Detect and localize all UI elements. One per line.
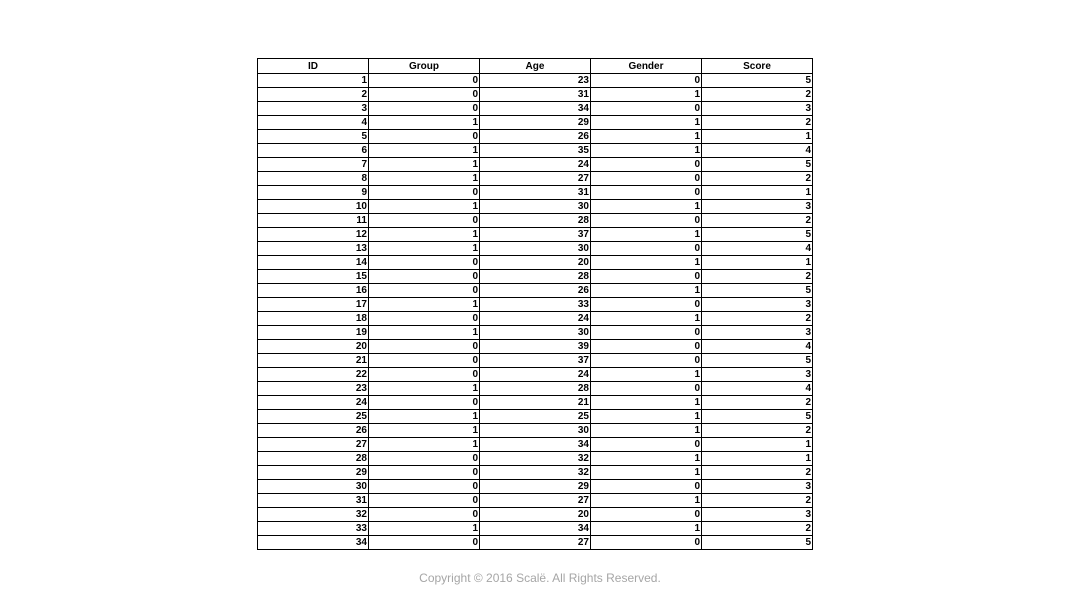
table-cell-age: 34 [480, 438, 591, 452]
table-row [258, 508, 813, 522]
table-cell-id: 30 [258, 480, 369, 494]
table-row [258, 326, 813, 340]
table-cell-id: 18 [258, 312, 369, 326]
table-cell-gender: 1 [591, 396, 702, 410]
table-cell-gender: 0 [591, 480, 702, 494]
table-row [258, 368, 813, 382]
table-cell-gender: 1 [591, 522, 702, 536]
table-cell-score: 2 [702, 396, 813, 410]
table-cell-id: 7 [258, 158, 369, 172]
table-row [258, 270, 813, 284]
table-row [258, 172, 813, 186]
table-cell-score: 5 [702, 410, 813, 424]
table-cell-group: 0 [369, 368, 480, 382]
table-cell-id: 23 [258, 382, 369, 396]
header-row [258, 59, 813, 74]
table-row [258, 340, 813, 354]
table-cell-id: 25 [258, 410, 369, 424]
table-row [258, 452, 813, 466]
table-body [258, 74, 813, 550]
table-cell-id: 4 [258, 116, 369, 130]
table-cell-age: 24 [480, 312, 591, 326]
table-cell-gender: 0 [591, 340, 702, 354]
column-header-score: Score [702, 59, 813, 74]
column-header-gender: Gender [591, 59, 702, 74]
table-row [258, 144, 813, 158]
table-cell-age: 35 [480, 144, 591, 158]
table-cell-id: 9 [258, 186, 369, 200]
table-cell-score: 3 [702, 368, 813, 382]
table-cell-age: 28 [480, 214, 591, 228]
table-cell-gender: 1 [591, 466, 702, 480]
table-cell-age: 29 [480, 116, 591, 130]
table-cell-score: 4 [702, 144, 813, 158]
table-cell-age: 20 [480, 508, 591, 522]
table-cell-score: 1 [702, 438, 813, 452]
table-cell-id: 31 [258, 494, 369, 508]
table-cell-score: 3 [702, 326, 813, 340]
table-row [258, 228, 813, 242]
table-cell-gender: 1 [591, 424, 702, 438]
table-cell-id: 2 [258, 88, 369, 102]
table-cell-gender: 0 [591, 186, 702, 200]
data-table [257, 58, 813, 550]
table-cell-id: 8 [258, 172, 369, 186]
table-cell-gender: 0 [591, 382, 702, 396]
table-cell-gender: 1 [591, 200, 702, 214]
table-cell-age: 25 [480, 410, 591, 424]
table-cell-group: 1 [369, 298, 480, 312]
table-cell-group: 0 [369, 354, 480, 368]
table-row [258, 494, 813, 508]
table-cell-score: 2 [702, 312, 813, 326]
table-cell-id: 13 [258, 242, 369, 256]
table-cell-group: 1 [369, 522, 480, 536]
table-row [258, 200, 813, 214]
table-cell-id: 12 [258, 228, 369, 242]
table-cell-score: 2 [702, 88, 813, 102]
table-cell-group: 1 [369, 158, 480, 172]
table-cell-score: 4 [702, 242, 813, 256]
table-cell-group: 1 [369, 242, 480, 256]
table-cell-score: 2 [702, 270, 813, 284]
table-cell-id: 22 [258, 368, 369, 382]
table-cell-group: 0 [369, 88, 480, 102]
table-row [258, 522, 813, 536]
table-cell-gender: 0 [591, 438, 702, 452]
table-cell-group: 0 [369, 186, 480, 200]
table-cell-group: 0 [369, 270, 480, 284]
table-cell-gender: 0 [591, 242, 702, 256]
table-cell-group: 0 [369, 452, 480, 466]
table-cell-group: 0 [369, 480, 480, 494]
table-row [258, 298, 813, 312]
table-cell-gender: 1 [591, 228, 702, 242]
table-cell-id: 32 [258, 508, 369, 522]
table-cell-gender: 1 [591, 312, 702, 326]
table-cell-score: 3 [702, 508, 813, 522]
table-cell-group: 1 [369, 410, 480, 424]
table-cell-age: 34 [480, 102, 591, 116]
table-row [258, 424, 813, 438]
table-cell-gender: 1 [591, 452, 702, 466]
table-cell-age: 24 [480, 158, 591, 172]
table-cell-gender: 1 [591, 88, 702, 102]
table-cell-gender: 0 [591, 214, 702, 228]
table-cell-age: 29 [480, 480, 591, 494]
table-row [258, 312, 813, 326]
column-header-group: Group [369, 59, 480, 74]
table-cell-gender: 0 [591, 102, 702, 116]
table-row [258, 536, 813, 550]
table-cell-id: 34 [258, 536, 369, 550]
table-cell-group: 0 [369, 508, 480, 522]
table-cell-gender: 0 [591, 298, 702, 312]
table-cell-gender: 0 [591, 74, 702, 88]
table-cell-age: 37 [480, 354, 591, 368]
table-cell-score: 1 [702, 256, 813, 270]
table-cell-age: 24 [480, 368, 591, 382]
column-header-age: Age [480, 59, 591, 74]
table-cell-score: 5 [702, 284, 813, 298]
table-cell-id: 19 [258, 326, 369, 340]
table-cell-gender: 0 [591, 270, 702, 284]
table-row [258, 396, 813, 410]
table-cell-gender: 0 [591, 172, 702, 186]
table-cell-age: 30 [480, 424, 591, 438]
table-cell-score: 5 [702, 536, 813, 550]
table-cell-group: 1 [369, 438, 480, 452]
table-row [258, 354, 813, 368]
table-cell-gender: 1 [591, 256, 702, 270]
table-cell-id: 29 [258, 466, 369, 480]
table-cell-age: 20 [480, 256, 591, 270]
table-cell-group: 1 [369, 228, 480, 242]
table-cell-id: 16 [258, 284, 369, 298]
table-header [258, 59, 813, 74]
table-cell-gender: 0 [591, 326, 702, 340]
table-cell-id: 28 [258, 452, 369, 466]
table-cell-id: 20 [258, 340, 369, 354]
table-cell-gender: 1 [591, 368, 702, 382]
column-header-id: ID [258, 59, 369, 74]
table-cell-group: 1 [369, 116, 480, 130]
table-cell-group: 1 [369, 382, 480, 396]
table-cell-age: 34 [480, 522, 591, 536]
table-cell-age: 30 [480, 326, 591, 340]
table-cell-id: 6 [258, 144, 369, 158]
table-cell-age: 27 [480, 494, 591, 508]
table-cell-age: 28 [480, 270, 591, 284]
table-cell-group: 0 [369, 102, 480, 116]
table-row [258, 382, 813, 396]
table-cell-id: 1 [258, 74, 369, 88]
table-cell-age: 33 [480, 298, 591, 312]
table-cell-gender: 1 [591, 144, 702, 158]
table-cell-group: 0 [369, 256, 480, 270]
table-cell-id: 11 [258, 214, 369, 228]
table-cell-group: 1 [369, 200, 480, 214]
table-row [258, 74, 813, 88]
table-row [258, 102, 813, 116]
table-cell-gender: 1 [591, 116, 702, 130]
table-cell-id: 24 [258, 396, 369, 410]
table-cell-group: 0 [369, 536, 480, 550]
table-cell-score: 1 [702, 452, 813, 466]
table-cell-group: 0 [369, 284, 480, 298]
table-cell-score: 2 [702, 466, 813, 480]
table-cell-age: 23 [480, 74, 591, 88]
table-cell-group: 1 [369, 326, 480, 340]
table-cell-id: 33 [258, 522, 369, 536]
table-cell-id: 5 [258, 130, 369, 144]
table-cell-id: 10 [258, 200, 369, 214]
table-cell-score: 3 [702, 480, 813, 494]
table-cell-group: 0 [369, 130, 480, 144]
table-cell-id: 3 [258, 102, 369, 116]
table-row [258, 186, 813, 200]
table-cell-score: 2 [702, 172, 813, 186]
table-cell-score: 1 [702, 130, 813, 144]
table-cell-age: 39 [480, 340, 591, 354]
table-cell-score: 5 [702, 158, 813, 172]
table-cell-group: 0 [369, 396, 480, 410]
table-cell-group: 1 [369, 144, 480, 158]
table-row [258, 130, 813, 144]
table-cell-age: 31 [480, 186, 591, 200]
table-cell-score: 3 [702, 200, 813, 214]
table-cell-group: 0 [369, 340, 480, 354]
table-row [258, 438, 813, 452]
table-cell-score: 5 [702, 228, 813, 242]
table-cell-group: 0 [369, 74, 480, 88]
table-cell-age: 21 [480, 396, 591, 410]
table-row [258, 242, 813, 256]
table-cell-gender: 0 [591, 508, 702, 522]
table-row [258, 88, 813, 102]
table-cell-age: 31 [480, 88, 591, 102]
table-row [258, 480, 813, 494]
table-cell-score: 2 [702, 214, 813, 228]
table-cell-group: 1 [369, 172, 480, 186]
table-cell-score: 2 [702, 522, 813, 536]
table-cell-score: 3 [702, 298, 813, 312]
table-cell-group: 1 [369, 424, 480, 438]
table-cell-score: 5 [702, 354, 813, 368]
table-cell-age: 32 [480, 452, 591, 466]
table-row [258, 466, 813, 480]
table-cell-group: 0 [369, 214, 480, 228]
table-cell-gender: 0 [591, 354, 702, 368]
table-cell-age: 37 [480, 228, 591, 242]
table-cell-id: 15 [258, 270, 369, 284]
table-cell-gender: 1 [591, 494, 702, 508]
table-cell-id: 21 [258, 354, 369, 368]
table-row [258, 158, 813, 172]
table-row [258, 116, 813, 130]
table-cell-score: 2 [702, 424, 813, 438]
table-cell-age: 30 [480, 200, 591, 214]
copyright-footer: Copyright © 2016 Scalë. All Rights Reserved. [419, 571, 661, 585]
table-cell-age: 30 [480, 242, 591, 256]
table-cell-group: 0 [369, 466, 480, 480]
table-cell-age: 27 [480, 172, 591, 186]
table-cell-gender: 0 [591, 536, 702, 550]
table-cell-score: 3 [702, 102, 813, 116]
table-cell-age: 27 [480, 536, 591, 550]
table-row [258, 256, 813, 270]
table-cell-id: 26 [258, 424, 369, 438]
table-cell-gender: 1 [591, 130, 702, 144]
table-cell-age: 28 [480, 382, 591, 396]
table-cell-score: 5 [702, 74, 813, 88]
table-row [258, 410, 813, 424]
table-cell-id: 27 [258, 438, 369, 452]
table-cell-id: 17 [258, 298, 369, 312]
table-cell-group: 0 [369, 494, 480, 508]
table-cell-age: 26 [480, 130, 591, 144]
table-cell-score: 2 [702, 116, 813, 130]
table-cell-age: 26 [480, 284, 591, 298]
table-row [258, 284, 813, 298]
table-cell-gender: 1 [591, 284, 702, 298]
table-cell-gender: 0 [591, 158, 702, 172]
table-cell-gender: 1 [591, 410, 702, 424]
table-cell-id: 14 [258, 256, 369, 270]
table-cell-score: 1 [702, 186, 813, 200]
table-row [258, 214, 813, 228]
table-cell-score: 2 [702, 494, 813, 508]
table-cell-age: 32 [480, 466, 591, 480]
table-cell-score: 4 [702, 382, 813, 396]
table-cell-group: 0 [369, 312, 480, 326]
table-cell-score: 4 [702, 340, 813, 354]
